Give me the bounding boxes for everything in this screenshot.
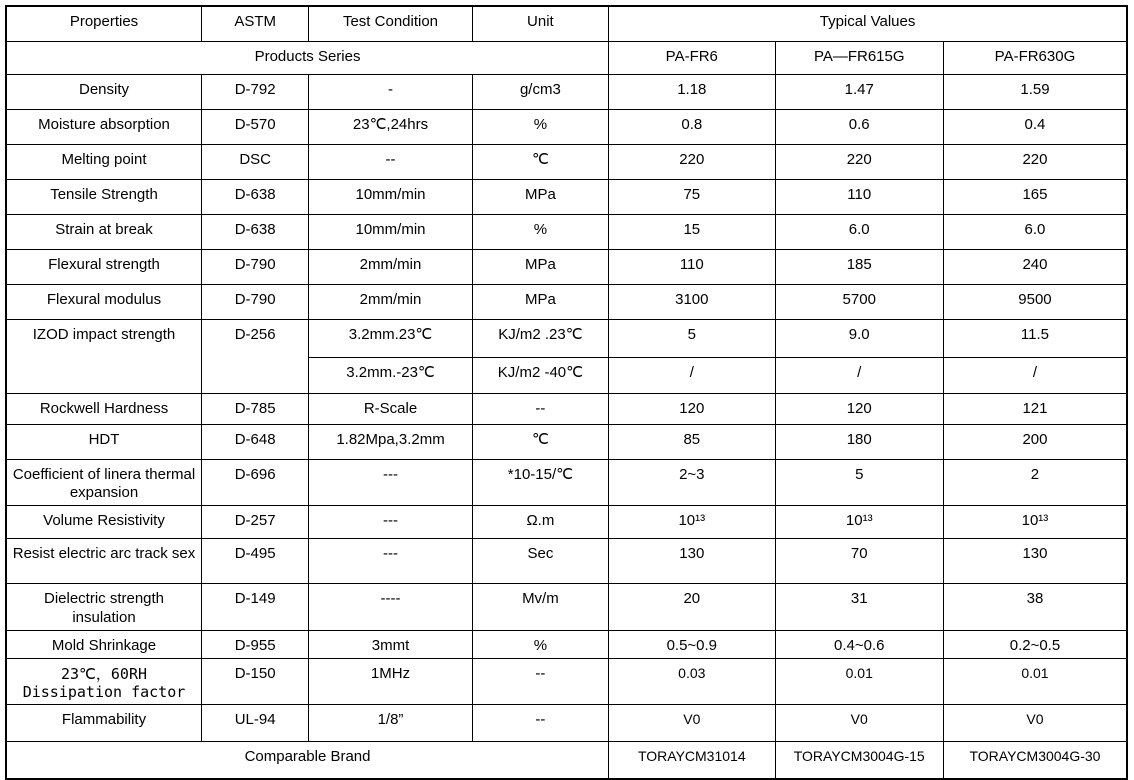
astm-cell: D-955 xyxy=(202,630,309,658)
header-unit: Unit xyxy=(472,6,608,41)
property-cell: Rockwell Hardness xyxy=(6,393,202,424)
value-cell: 1.18 xyxy=(609,74,775,109)
products-series-row xyxy=(6,41,1127,74)
value-cell: 5700 xyxy=(775,284,943,319)
value-cell: 70 xyxy=(775,539,943,584)
unit-cell: Sec xyxy=(472,539,608,584)
value-cell: 0.6 xyxy=(775,109,943,144)
property-cell: Moisture absorption xyxy=(6,109,202,144)
value-cell: 38 xyxy=(943,584,1127,631)
table-row-hdt xyxy=(6,424,1127,459)
value-cell: 20 xyxy=(609,584,775,631)
property-cell: Flammability xyxy=(6,705,202,742)
value-cell: 165 xyxy=(943,179,1127,214)
value-cell: 0.01 xyxy=(943,658,1127,705)
property-cell: Flexural modulus xyxy=(6,284,202,319)
value-cell: 5 xyxy=(609,319,775,357)
property-cell: HDT xyxy=(6,424,202,459)
product-name-pa-fr6: PA-FR6 xyxy=(609,41,775,74)
unit-cell: % xyxy=(472,214,608,249)
condition-cell: --- xyxy=(309,459,472,506)
value-cell: 9.0 xyxy=(775,319,943,357)
property-cell: 23℃，60RH Dissipation factor xyxy=(6,658,202,705)
condition-cell: --- xyxy=(309,539,472,584)
value-cell: 130 xyxy=(609,539,775,584)
unit-cell: -- xyxy=(472,705,608,742)
astm-cell: D-495 xyxy=(202,539,309,584)
unit-cell: -- xyxy=(472,393,608,424)
value-cell: 1.59 xyxy=(943,74,1127,109)
property-cell: Resist electric arc track sex xyxy=(6,539,202,584)
value-cell: 220 xyxy=(775,144,943,179)
value-cell: 2~3 xyxy=(609,459,775,506)
table-row-moisture xyxy=(6,109,1127,144)
value-cell: 6.0 xyxy=(775,214,943,249)
header-astm: ASTM xyxy=(202,6,309,41)
condition-cell: R-Scale xyxy=(309,393,472,424)
table-row-melting-point xyxy=(6,144,1127,179)
value-cell: 110 xyxy=(775,179,943,214)
property-cell: Tensile Strength xyxy=(6,179,202,214)
comparable-brand-row xyxy=(6,742,1127,779)
condition-cell: 1.82Mpa,3.2mm xyxy=(309,424,472,459)
unit-cell: Ω.m xyxy=(472,506,608,539)
table-row-density xyxy=(6,74,1127,109)
value-cell: 0.4 xyxy=(943,109,1127,144)
astm-cell: D-257 xyxy=(202,506,309,539)
table-row-mold-shrinkage xyxy=(6,630,1127,658)
comparable-brand-label: Comparable Brand xyxy=(6,742,609,779)
condition-cell: 10mm/min xyxy=(309,214,472,249)
brand-cell: TORAYCM3004G-30 xyxy=(943,742,1127,779)
property-cell: Volume Resistivity xyxy=(6,506,202,539)
value-cell: 185 xyxy=(775,249,943,284)
condition-cell: 2mm/min xyxy=(309,284,472,319)
astm-cell: D-790 xyxy=(202,284,309,319)
brand-cell: TORAYCM3004G-15 xyxy=(775,742,943,779)
value-cell: 9500 xyxy=(943,284,1127,319)
value-cell: 11.5 xyxy=(943,319,1127,357)
value-cell: V0 xyxy=(775,705,943,742)
value-cell: V0 xyxy=(943,705,1127,742)
unit-cell: KJ/m2 -40℃ xyxy=(472,357,608,393)
condition-cell: ---- xyxy=(309,584,472,631)
unit-cell: *10-15/℃ xyxy=(472,459,608,506)
value-cell: 180 xyxy=(775,424,943,459)
value-cell: 85 xyxy=(609,424,775,459)
property-cell: Melting point xyxy=(6,144,202,179)
value-cell: / xyxy=(775,357,943,393)
unit-cell: MPa xyxy=(472,284,608,319)
astm-cell: D-792 xyxy=(202,74,309,109)
value-cell: 6.0 xyxy=(943,214,1127,249)
header-properties: Properties xyxy=(6,6,202,41)
value-cell: 240 xyxy=(943,249,1127,284)
table-row-rockwell-hardness xyxy=(6,393,1127,424)
astm-cell: D-150 xyxy=(202,658,309,705)
property-cell: Dielectric strength insulation xyxy=(6,584,202,631)
condition-cell: 2mm/min xyxy=(309,249,472,284)
value-cell: 0.2~0.5 xyxy=(943,630,1127,658)
astm-cell: D-648 xyxy=(202,424,309,459)
unit-cell: MPa xyxy=(472,249,608,284)
value-cell: 75 xyxy=(609,179,775,214)
table-row-flammability xyxy=(6,705,1127,742)
astm-cell: D-570 xyxy=(202,109,309,144)
unit-cell: ℃ xyxy=(472,424,608,459)
astm-cell: D-256 xyxy=(202,319,309,393)
table-row-flexural-modulus xyxy=(6,284,1127,319)
value-cell: 1.47 xyxy=(775,74,943,109)
table-row-strain-at-break xyxy=(6,214,1127,249)
property-cell: Flexural strength xyxy=(6,249,202,284)
value-cell: 15 xyxy=(609,214,775,249)
value-cell: 200 xyxy=(943,424,1127,459)
value-cell: 0.8 xyxy=(609,109,775,144)
astm-cell: D-785 xyxy=(202,393,309,424)
unit-cell: g/cm3 xyxy=(472,74,608,109)
value-cell: 10¹³ xyxy=(943,506,1127,539)
condition-cell: 1/8” xyxy=(309,705,472,742)
condition-cell: -- xyxy=(309,144,472,179)
value-cell: 220 xyxy=(609,144,775,179)
material-properties-table xyxy=(5,5,1128,780)
value-cell: 121 xyxy=(943,393,1127,424)
unit-cell: % xyxy=(472,109,608,144)
unit-cell: MPa xyxy=(472,179,608,214)
property-cell: IZOD impact strength xyxy=(6,319,202,393)
condition-cell: 3.2mm.23℃ xyxy=(309,319,472,357)
condition-cell: 10mm/min xyxy=(309,179,472,214)
table-row-dielectric-strength xyxy=(6,584,1127,631)
unit-cell: -- xyxy=(472,658,608,705)
table-row-arc-resistance xyxy=(6,539,1127,584)
table-row-volume-resistivity xyxy=(6,506,1127,539)
header-typical-values: Typical Values xyxy=(609,6,1127,41)
value-cell: V0 xyxy=(609,705,775,742)
astm-cell: D-790 xyxy=(202,249,309,284)
unit-cell: Mv/m xyxy=(472,584,608,631)
property-cell: Density xyxy=(6,74,202,109)
product-name-pa-fr630g: PA-FR630G xyxy=(943,41,1127,74)
value-cell: / xyxy=(943,357,1127,393)
property-cell: Strain at break xyxy=(6,214,202,249)
condition-cell: --- xyxy=(309,506,472,539)
astm-cell: DSC xyxy=(202,144,309,179)
value-cell: 0.03 xyxy=(609,658,775,705)
unit-cell: % xyxy=(472,630,608,658)
condition-cell: - xyxy=(309,74,472,109)
condition-cell: 3.2mm.-23℃ xyxy=(309,357,472,393)
product-name-pa-fr615g: PA—FR615G xyxy=(775,41,943,74)
value-cell: 120 xyxy=(775,393,943,424)
value-cell: 5 xyxy=(775,459,943,506)
table-row-flexural-strength xyxy=(6,249,1127,284)
astm-cell: D-696 xyxy=(202,459,309,506)
condition-cell: 3mmt xyxy=(309,630,472,658)
header-row xyxy=(6,6,1127,41)
value-cell: 31 xyxy=(775,584,943,631)
value-cell: 120 xyxy=(609,393,775,424)
brand-cell: TORAYCM31014 xyxy=(609,742,775,779)
condition-cell: 1MHz xyxy=(309,658,472,705)
unit-cell: KJ/m2 .23℃ xyxy=(472,319,608,357)
table-row-thermal-expansion xyxy=(6,459,1127,506)
value-cell: 110 xyxy=(609,249,775,284)
products-series-label: Products Series xyxy=(6,41,609,74)
table-row-dissipation-factor xyxy=(6,658,1127,705)
value-cell: 0.01 xyxy=(775,658,943,705)
astm-cell: UL-94 xyxy=(202,705,309,742)
header-test-condition: Test Condition xyxy=(309,6,472,41)
property-cell: Mold Shrinkage xyxy=(6,630,202,658)
astm-cell: D-149 xyxy=(202,584,309,631)
value-cell: 3100 xyxy=(609,284,775,319)
value-cell: 10¹³ xyxy=(775,506,943,539)
unit-cell: ℃ xyxy=(472,144,608,179)
value-cell: 0.5~0.9 xyxy=(609,630,775,658)
table-row-tensile-strength xyxy=(6,179,1127,214)
property-cell: Coefficient of linera thermal expansion xyxy=(6,459,202,506)
astm-cell: D-638 xyxy=(202,179,309,214)
value-cell: 130 xyxy=(943,539,1127,584)
value-cell: 10¹³ xyxy=(609,506,775,539)
value-cell: / xyxy=(609,357,775,393)
table-row-izod-23c xyxy=(6,319,1127,357)
astm-cell: D-638 xyxy=(202,214,309,249)
condition-cell: 23℃,24hrs xyxy=(309,109,472,144)
value-cell: 0.4~0.6 xyxy=(775,630,943,658)
value-cell: 220 xyxy=(943,144,1127,179)
value-cell: 2 xyxy=(943,459,1127,506)
